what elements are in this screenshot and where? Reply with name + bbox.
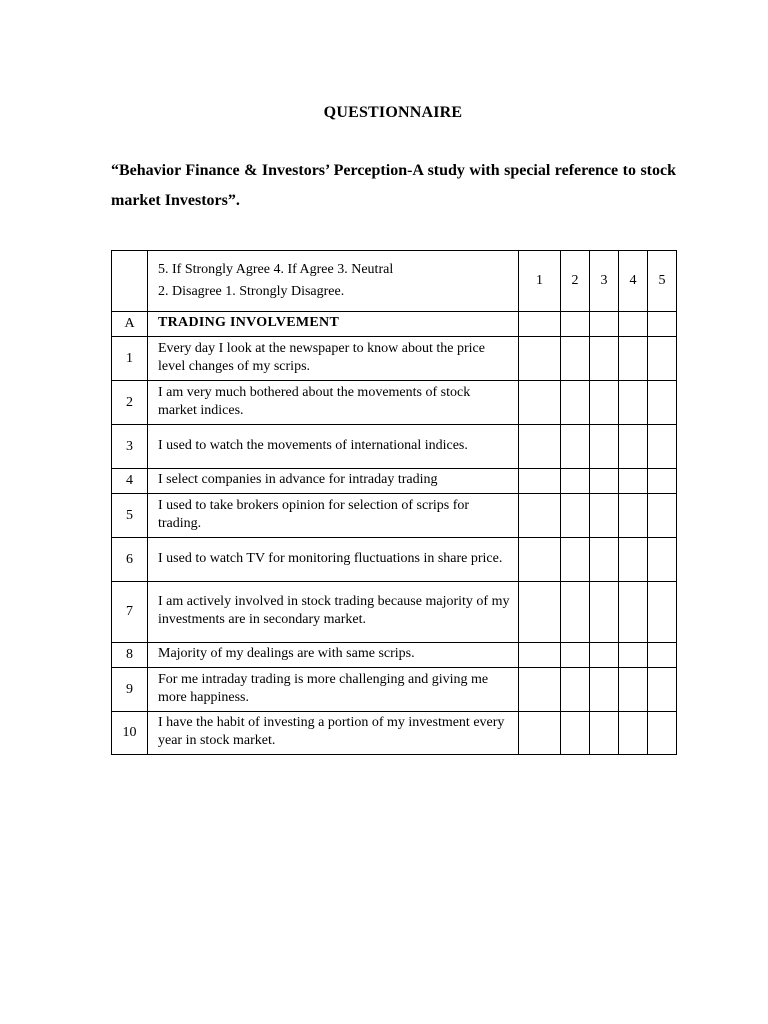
- question-row: [112, 337, 677, 381]
- section-empty-cell: [590, 312, 619, 337]
- rating-cell-2[interactable]: [561, 668, 590, 712]
- rating-cell-2[interactable]: [561, 425, 590, 469]
- question-row: [112, 668, 677, 712]
- rating-cell-4[interactable]: [619, 469, 648, 494]
- question-row: [112, 425, 677, 469]
- score-header-3: 3: [590, 251, 619, 312]
- rating-cell-2[interactable]: [561, 538, 590, 582]
- question-row: [112, 712, 677, 755]
- rating-cell-1[interactable]: [519, 582, 561, 643]
- page-title: QUESTIONNAIRE: [323, 104, 463, 121]
- rating-cell-1[interactable]: [519, 643, 561, 668]
- rating-cell-5[interactable]: [648, 469, 677, 494]
- rating-cell-2[interactable]: [561, 582, 590, 643]
- score-header-4: 4: [619, 251, 648, 312]
- section-empty-cell: [619, 312, 648, 337]
- score-header-1: 1: [519, 251, 561, 312]
- question-number: 7: [112, 582, 148, 643]
- question-number: 2: [112, 381, 148, 425]
- question-statement: I used to watch the movements of international indices.: [148, 425, 519, 469]
- rating-cell-1[interactable]: [519, 538, 561, 582]
- rating-cell-2[interactable]: [561, 643, 590, 668]
- question-statement: I have the habit of investing a portion of my investment every year in stock market.: [148, 712, 519, 755]
- rating-cell-2[interactable]: [561, 494, 590, 538]
- rating-cell-3[interactable]: [590, 381, 619, 425]
- rating-cell-3[interactable]: [590, 643, 619, 668]
- rating-cell-1[interactable]: [519, 494, 561, 538]
- question-row: [112, 582, 677, 643]
- question-row: [112, 643, 677, 668]
- section-empty-cell: [561, 312, 590, 337]
- question-statement: I am actively involved in stock trading because majority of my investments are in secondary market.: [148, 582, 519, 643]
- rating-cell-2[interactable]: [561, 712, 590, 755]
- rating-cell-3[interactable]: [590, 712, 619, 755]
- rating-legend-line-2: 2. Disagree 1. Strongly Disagree.: [158, 284, 345, 299]
- rating-cell-5[interactable]: [648, 668, 677, 712]
- rating-cell-5[interactable]: [648, 337, 677, 381]
- question-number: 10: [112, 712, 148, 755]
- question-row: [112, 494, 677, 538]
- rating-cell-5[interactable]: [648, 643, 677, 668]
- question-statement: I am very much bothered about the movements of stock market indices.: [148, 381, 519, 425]
- rating-cell-4[interactable]: [619, 668, 648, 712]
- rating-cell-1[interactable]: [519, 337, 561, 381]
- question-statement: I used to take brokers opinion for selection of scrips for trading.: [148, 494, 519, 538]
- rating-cell-1[interactable]: [519, 381, 561, 425]
- rating-cell-2[interactable]: [561, 469, 590, 494]
- question-number: 9: [112, 668, 148, 712]
- rating-cell-3[interactable]: [590, 337, 619, 381]
- section-empty-cell: [519, 312, 561, 337]
- rating-cell-3[interactable]: [590, 538, 619, 582]
- rating-cell-2[interactable]: [561, 337, 590, 381]
- question-statement: I used to watch TV for monitoring fluctuations in share price.: [148, 538, 519, 582]
- section-title: TRADING INVOLVEMENT: [148, 312, 519, 337]
- rating-cell-4[interactable]: [619, 582, 648, 643]
- question-number: 8: [112, 643, 148, 668]
- study-title: “Behavior Finance & Investors’ Perception-A study with special reference to stock market Investors”.: [111, 162, 676, 209]
- question-number: 3: [112, 425, 148, 469]
- question-row: [112, 538, 677, 582]
- rating-cell-2[interactable]: [561, 381, 590, 425]
- rating-cell-3[interactable]: [590, 668, 619, 712]
- question-number: 5: [112, 494, 148, 538]
- rating-cell-4[interactable]: [619, 538, 648, 582]
- rating-cell-1[interactable]: [519, 668, 561, 712]
- rating-cell-3[interactable]: [590, 425, 619, 469]
- rating-cell-3[interactable]: [590, 582, 619, 643]
- rating-cell-4[interactable]: [619, 381, 648, 425]
- rating-cell-5[interactable]: [648, 494, 677, 538]
- rating-cell-4[interactable]: [619, 712, 648, 755]
- rating-cell-3[interactable]: [590, 469, 619, 494]
- question-statement: For me intraday trading is more challenging and giving me more happiness.: [148, 668, 519, 712]
- section-empty-cell: [648, 312, 677, 337]
- question-row: [112, 381, 677, 425]
- questionnaire-table: [111, 250, 677, 755]
- rating-cell-1[interactable]: [519, 469, 561, 494]
- rating-cell-4[interactable]: [619, 337, 648, 381]
- rating-cell-5[interactable]: [648, 712, 677, 755]
- score-header-2: 2: [561, 251, 590, 312]
- rating-cell-5[interactable]: [648, 538, 677, 582]
- rating-legend-line-1: 5. If Strongly Agree 4. If Agree 3. Neutral: [158, 262, 394, 277]
- rating-cell-5[interactable]: [648, 582, 677, 643]
- table-header-row: [112, 251, 677, 312]
- section-id: A: [112, 312, 148, 337]
- rating-cell-3[interactable]: [590, 494, 619, 538]
- score-header-5: 5: [648, 251, 677, 312]
- section-row: [112, 312, 677, 337]
- header-blank-cell: [112, 251, 148, 312]
- rating-cell-4[interactable]: [619, 494, 648, 538]
- rating-cell-5[interactable]: [648, 425, 677, 469]
- question-row: [112, 469, 677, 494]
- rating-cell-5[interactable]: [648, 381, 677, 425]
- question-statement: I select companies in advance for intraday trading: [148, 469, 519, 494]
- rating-cell-1[interactable]: [519, 712, 561, 755]
- rating-cell-1[interactable]: [519, 425, 561, 469]
- question-statement: Majority of my dealings are with same scrips.: [148, 643, 519, 668]
- rating-cell-4[interactable]: [619, 425, 648, 469]
- question-number: 6: [112, 538, 148, 582]
- rating-legend: [148, 251, 519, 312]
- question-number: 4: [112, 469, 148, 494]
- question-statement: Every day I look at the newspaper to know about the price level changes of my scrips.: [148, 337, 519, 381]
- question-number: 1: [112, 337, 148, 381]
- rating-cell-4[interactable]: [619, 643, 648, 668]
